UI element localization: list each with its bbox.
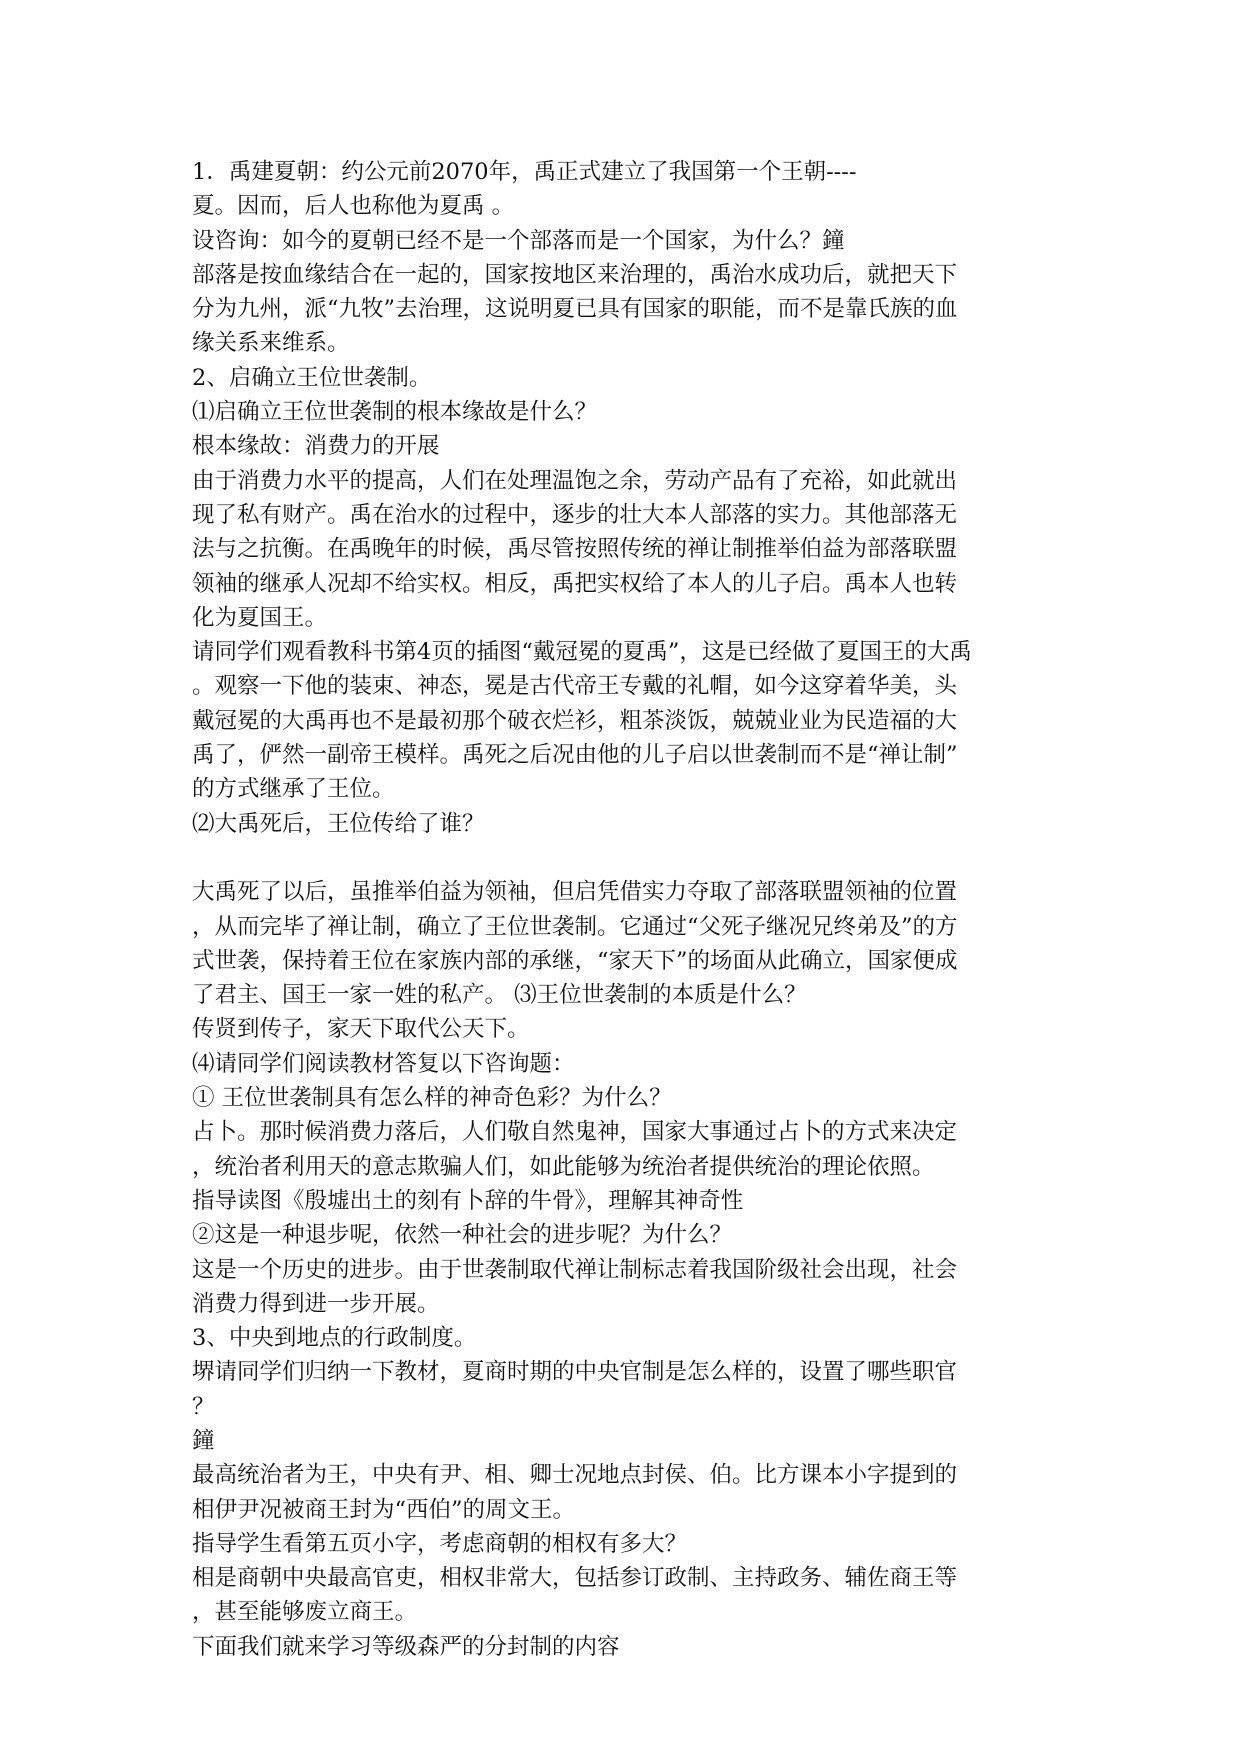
text-line: 部落是按血缘结合在一起的，国家按地区来治理的，禹治水成功后，就把天下: [192, 261, 958, 288]
text-line: 指导学生看第五页小字，考虑商朝的相权有多大？: [192, 1530, 688, 1557]
text-line: 1．禹建夏朝：约公元前2070年，禹正式建立了我国第一个王朝----: [192, 159, 857, 185]
text-line: 的方式继承了王位。: [192, 776, 395, 803]
text-line: ，统治者利用天的意志欺骗人们，如此能够为统治者提供统治的理论依照。: [192, 1153, 935, 1180]
text-line: 分为九州，派“九牧”去治理，这说明夏已具有国家的职能，而不是靠氏族的血: [192, 296, 958, 323]
text-line: 禹了，俨然一副帝王模样。禹死之后况由他的儿子启以世袭制而不是“禅让制”: [192, 742, 958, 769]
text-line: 指导读图《殷墟出土的刻有卜辞的牛骨》，理解其神奇性: [192, 1187, 744, 1214]
text-line: 鐘: [192, 1427, 215, 1454]
text-line: 下面我们就来学习等级森严的分封制的内容: [192, 1633, 620, 1660]
text-line: 这是一个历史的进步。由于世袭制取代禅让制标志着我国阶级社会出现，社会: [192, 1256, 958, 1283]
text-line: 最高统治者为王，中央有尹、相、卿士况地点封侯、伯。比方课本小字提到的: [192, 1462, 958, 1489]
text-line: 现了私有财产。禹在治水的过程中，逐步的壮大本人部落的实力。其他部落无: [192, 501, 958, 528]
blank-line: [192, 841, 1072, 875]
text-line: 传贤到传子，家天下取代公天下。: [192, 1016, 530, 1043]
text-line: ，甚至能够废立商王。: [192, 1599, 418, 1626]
text-line: 相是商朝中央最高官吏，相权非常大，包括参订政制、主持政务、辅佐商王等: [192, 1565, 958, 1592]
text-line: 由于消费力水平的提高，人们在处理温饱之余，劳动产品有了充裕，如此就出: [192, 467, 958, 494]
section-heading: 2、启确立王位世袭制。: [192, 364, 432, 391]
text-line: ？: [192, 1393, 215, 1420]
text-line: 夏。因而，后人也称他为夏禹 。: [192, 193, 515, 220]
question-line: ⑵大禹死后，王位传给了谁？: [192, 810, 485, 837]
question-line: ⑴启确立王位世袭制的根本缘故是什么？: [192, 399, 598, 426]
question-line: ① 王位世袭制具有怎么样的神奇色彩？为什么？: [192, 1085, 672, 1112]
text-line: 。观察一下他的装束、神态，冕是古代帝王专戴的礼帽，如今这穿着华美，头: [192, 673, 958, 700]
text-line: 大禹死了以后，虽推举伯益为领袖，但启凭借实力夺取了部落联盟领袖的位置: [192, 879, 958, 906]
text-line: 缘关系来维系。: [192, 330, 350, 357]
text-line: 相伊尹况被商王封为“西伯”的周文王。: [192, 1496, 576, 1523]
text-line: 占卜。那时候消费力落后，人们敬自然鬼神，国家大事通过占卜的方式来决定: [192, 1119, 958, 1146]
text-line: 式世袭，保持着王位在家族内部的承继，“家天下”的场面从此确立，国家便成: [192, 947, 958, 974]
text-line: 戴冠冕的大禹再也不是最初那个破衣烂衫，粗茶淡饭，兢兢业业为民造福的大: [192, 707, 958, 734]
text-line: 设咨询：如今的夏朝已经不是一个部落而是一个国家，为什么？鐘: [192, 227, 845, 254]
document-body: [192, 155, 1072, 1664]
text-line: 根本缘故：消费力的开展: [192, 433, 440, 460]
text-line: 堺请同学们归纳一下教材，夏商时期的中央官制是怎么样的，设置了哪些职官: [192, 1359, 958, 1386]
section-heading: 3、中央到地点的行政制度。: [192, 1325, 477, 1352]
text-line: 消费力得到进一步开展。: [192, 1290, 440, 1317]
text-line: 了君主、国王一家一姓的私产。 ⑶王位世袭制的本质是什么？: [192, 982, 807, 1009]
text-line: 请同学们观看教科书第4页的插图“戴冠冕的夏禹”，这是已经做了夏国王的大禹: [192, 639, 972, 666]
text-line: ，从而完毕了禅让制，确立了王位世袭制。它通过“父死子继况兄终弟及”的方: [192, 913, 958, 940]
text-line: 法与之抗衡。在禹晚年的时候，禹尽管按照传统的禅让制推举伯益为部落联盟: [192, 536, 958, 563]
question-line: ⑷请同学们阅读教材答复以下咨询题：: [192, 1050, 575, 1077]
question-line: ②这是一种退步呢，依然一种社会的进步呢？为什么？: [192, 1222, 733, 1249]
text-line: 领袖的继承人况却不给实权。相反，禹把实权给了本人的儿子启。禹本人也转: [192, 570, 958, 597]
text-line: 化为夏国王。: [192, 604, 328, 631]
